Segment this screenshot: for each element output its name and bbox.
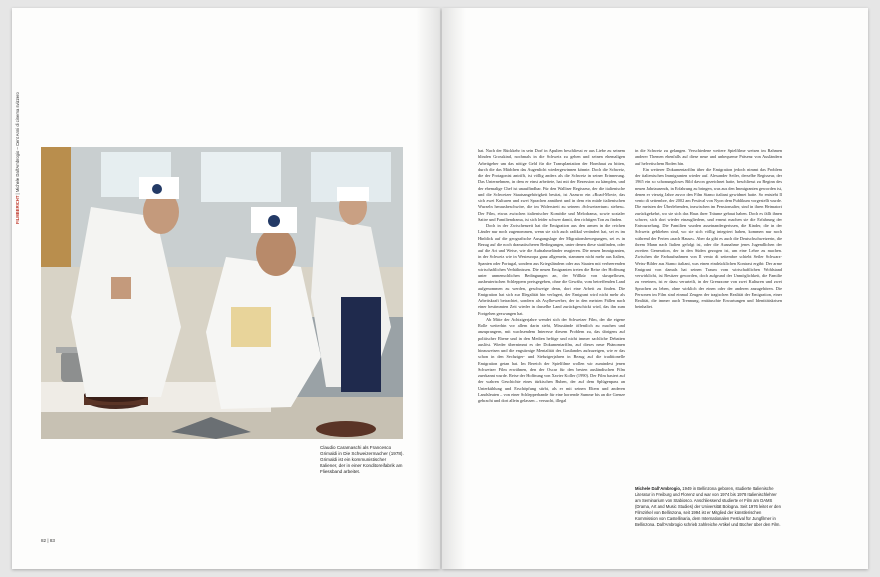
photo-caption: Claudio Caramaschi als Francesco Grimaldi in Die Schweizermacher (1978). Grimaldi ist ein kommunistischer Italiener, der in einer Konditoreifabrik am Fliessband arbeitet. [320,445,404,474]
paragraph: Ab Mitte der Achtzigerjahre wendet sich der Schweizer Film, der die eigene Rolle weiterhin vor allem darin sieht, Missstände öffentlich zu machen und anzuprangern, mit wachsendem Interesse diesem Problem zu, das übrigens auf politischer Ebene und in den Medien heftige und nicht immer sachliche Debatten auslöst. Wieder übernimmt es der Dokumentarfilm, auf dieses neue Phänomen hinzuweisen und die engstirnige Mentalität des Gastlandes aufzuzeigen, wie er das schon in den Sechziger- und Siebzigerjahren in Bezug auf die traditionelle Emigration getan hat. Im Bereich der Spielfilme wollen wir zumindest jenen Schweizer Film erwähnen, den der Oscar für den besten ausländischen Film zuerkannt wurde. Reise der Hoffnung von Xavier Koller (1990). Der Film basiert auf der wahren Geschichte eines türkischen Buben, der auf dem Splügenpass an Unterkühlung und Erschöpfung stirbt, als er mit seinen Eltern und anderen Landsleuten – von einer Schlepperbande für eine horrende Summe bis an die Grenze gebracht und dort allein gelassen – versucht, illegal [478,316,625,403]
running-head: FILMBERICHT | Michele Dall'Ambrogio – Cent Anni di cinema svizzero [15,92,20,224]
author-bio-text: 1949 in Bellinzona geboren, studierte Italienische Literatur in Freiburg und Florenz und war von 1974 bis 1978 Italienischlehrer am Seminarium von Stabiosco. Anschliessend studierte er Film am DAMS (Drama, Art and Music Studies) der Universität Bologna. Seit 1976 leitet er den Filmzirkel von Bellinzona, seit 1994 ist er Mitglied der künstlerischen Kommission von Castellinaria, dem Internationalen Festival für Jungfilmer in Bellinzona. Dall'Ambrogio schrieb zahlreiche Artikel und Bücher über den Film. [635,486,781,527]
article-column-2 [635,148,782,311]
gutter-shadow [416,8,440,569]
left-page [12,8,440,569]
author-bio [635,486,781,528]
running-head-text: Michele Dall'Ambrogio – Cent Anni di cinema svizzero [15,92,20,193]
film-still-photo [41,147,403,439]
page-numbers: 82 | 83 [41,538,55,543]
paragraph: Doch in der Zwischenzeit hat die Emigration aus den armen in die reichen Länder nur noch zugenommen, wenn sie sich auch radikal verändert hat, sei es im Hinblick auf die geografische Ausgangslage der Migrationsbewegungen, sei es in Bezug auf die noch dramatischeren Bedingungen, unter denen diese stattfinden, oder auf die Art und Weise, wie die Aufnahmeländer reagieren. Die neuen Immigranten, in der Schweiz wie in Westeuropa ganz allgemein, stammen nicht mehr aus Italien, Spanien oder Portugal, sondern aus Kriegsländern oder aus Staaten mit verheerenden wirtschaftlichen Verhältnissen. Die neuen Emigranten treten die Reise der Hoffnung unter unmenschlichen Bedingungen an, der Willkür von skrupellosen, ausbeuterischen Schleppern preisgegeben, ohne die Gewähr, vom betreffenden Land aufgenommen zu werden, geschweige denn, dort eine Arbeit zu finden. Die Emigration hat sich zur Illegalität hin verlagert, der Emigrant wird nicht mehr als Arbeitskraft betrachtet, sondern als Asylbewerber, der in den meisten Fällen nach einer bestimmten Zeit wieder in dasselbe Land zurückgeschickt wird, das ihn zum Fortgehen gezwungen hat. [478,223,625,316]
paragraph: hat. Nach der Rückkehr in sein Dorf in Apulien beschliesst er aus Liebe zu seinem blinden Grosskind, nochmals in die Schweiz zu gehen und seinen ehemaligen Arbeitgeber um das nötige Geld für die Transplantation der Hornhaut zu bitten, durch die das Mädchen das Augenlicht wiedergewinnen könnte. Doch die Schweiz, die der Protagonist antrifft, ist völlig anders als die Schweiz in seiner Erinnerung. Das Unternehmen, in dem er einst arbeitete, hat mit der Rezession zu kämpfen, und der ehemalige Chef ist unauffindbar. Für den Walliser Regisseur, der die italienische und die Schweizer Staatsangehörigkeit besitzt, ist Azzurro ein «Road-Movie, das sich zwei Kulturen und zwei Sprachen annähert und in dem ein müde italienischen Wurzeln herausbeschwöre, die im Widerstreit zu seinem ‹Schweizertum› stehen». Der Film, etwas zwischen italienischer Komödie und Melodrama, sowie sozialer Satire und Familiendrama, ist sich leider schwer damit, den richtigen Ton zu finden. [478,148,625,222]
author-name: Michele Dall'Ambrogio, [635,486,682,491]
paragraph: Ein weiterer Dokumentarfilm über die Emigration jedoch nimmt das Problem der italienischen Immigranten wieder auf. Alexander Seiler, derselbe Regisseur, der 1965 ein so schonungsloses Bild davon gezeichnet hatte, beschliesst zu Beginn des neuen Jahrtausends, in Erfahrung zu bringen, was aus den Immigranten geworden ist, denen er vierzig Jahre zuvor den Film Siamo italiani gewidmet hatte. So entsteht Il vento di settembre, der 2002 am Festival von Nyon dem Publikum vorgestellt wurde. Die meisten der Überlebenden, inzwischen im Pensionsalter, sind in ihren Heimatort zurückgekehrt, wo sie sich das Haus ihrer Träume gebaut haben. Doch es fällt ihnen schwer, sich dort wieder einzugliedern, und erneut machen sie die Erfahrung der Entwurzelung. Die Familien wurden auseinandergerissen, die Kinder, die in der Schweiz geblieben sind, wo sie sich völlig integriert haben, kommen nur noch während der Ferien «nach Hause». Aber da gibt es auch die Deutschschweizerin, die ihrem Mann nach Italien gefolgt ist, oder die Ausnahme jenes Jugendlichen der zweiten Generation, der in den Süden gezogen ist, um eine Lehre zu machen. Zwischen die Farbaufnahmen von Il vento di settembre schiebt Seiler Schwarz-Weiss-Bilder aus Siamo italiani, was einen eindrücklichen Kontrast ergibt: Der arme Emigrant von damals hat seinen Traum vom wirtschaftlichen Wohlstand verwirklicht, ist Besitzer geworden, doch aufgrund der Unmöglichkeit, die Familie zu vereinen, ist er dazu verurteilt, in der Grenzzone von zwei Kulturen und zwei Sprachen zu leben, ohne wirklich der einen oder der anderen anzugehören. Die Personen im Film sind einmal Zeugen der tragischen Realität der Emigration, einer Realität, die immer auch Trennung, enttäuschte Erwartungen und Identitätskrisen beinhaltet. [635,166,783,310]
article-column-1 [478,148,625,404]
gutter-shadow [442,8,466,569]
running-head-section: FILMBERICHT [15,195,20,224]
magazine-spread [12,8,868,569]
paragraph: in die Schweiz zu gelangen. Verschiedene weitere Spielfilme weisen im Rahmen anderer Themen ebenfalls auf diese neue und unbequeme Präsenz von Ausländern auf helvetischem Boden hin. [635,148,782,166]
